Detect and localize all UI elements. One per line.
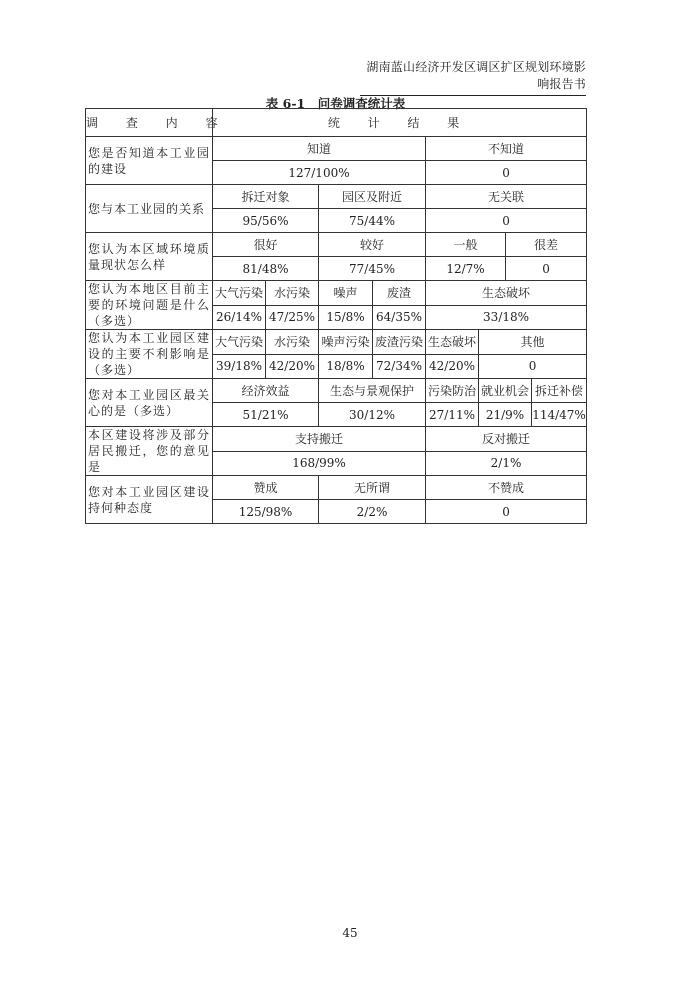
- value-cell: 0: [426, 161, 587, 185]
- value-cell: 0: [426, 500, 587, 524]
- value-cell: 127/100%: [213, 161, 426, 185]
- table-row-options: [86, 330, 587, 355]
- table-row-options: [86, 233, 587, 257]
- value-cell: 2/2%: [319, 500, 426, 524]
- value-cell: 42/20%: [266, 354, 319, 379]
- option-cell: 大气污染: [213, 330, 266, 355]
- option-cell: 很好: [213, 233, 319, 257]
- option-cell: 知道: [213, 137, 426, 161]
- question-cell: 本区建设将涉及部分居民搬迁，您的意见是: [86, 427, 213, 476]
- option-cell: 支持搬迁: [213, 427, 426, 452]
- table-row-options: [86, 427, 587, 452]
- value-cell: 72/34%: [373, 354, 426, 379]
- value-cell: 27/11%: [426, 403, 479, 427]
- option-cell: 不赞成: [426, 476, 587, 500]
- option-cell: 反对搬迁: [426, 427, 587, 452]
- table-row-options: [86, 137, 587, 161]
- value-cell: 2/1%: [426, 451, 587, 476]
- col-header-results: 统 计 结 果: [213, 109, 587, 137]
- option-cell: 园区及附近: [319, 185, 426, 209]
- question-cell: 您认为本工业园区建设的主要不利影响是（多选）: [86, 330, 213, 379]
- table-row-options: [86, 379, 587, 403]
- value-cell: 30/12%: [319, 403, 426, 427]
- option-cell: 经济效益: [213, 379, 319, 403]
- value-cell: 114/47%: [532, 403, 587, 427]
- value-cell: 75/44%: [319, 209, 426, 233]
- option-cell: 生态破坏: [426, 330, 479, 355]
- option-cell: 生态破坏: [426, 281, 587, 306]
- option-cell: 无所谓: [319, 476, 426, 500]
- option-cell: 水污染: [266, 330, 319, 355]
- value-cell: 125/98%: [213, 500, 319, 524]
- table-caption: 表 6-1 问卷调查统计表: [265, 96, 406, 111]
- option-cell: 生态与景观保护: [319, 379, 426, 403]
- question-cell: 您对本工业园区建设持何种态度: [86, 476, 213, 524]
- question-cell: 您对本工业园区最关心的是（多选）: [86, 379, 213, 427]
- col-header-content: 调 查 内 容: [86, 109, 213, 137]
- value-cell: 51/21%: [213, 403, 319, 427]
- table-row-options: [86, 185, 587, 209]
- survey-table: [85, 108, 587, 524]
- table-row-options: [86, 281, 587, 306]
- value-cell: 0: [426, 209, 587, 233]
- value-cell: 0: [506, 257, 587, 281]
- option-cell: 无关联: [426, 185, 587, 209]
- table-header-row: [86, 109, 587, 137]
- option-cell: 很差: [506, 233, 587, 257]
- option-cell: 污染防治: [426, 379, 479, 403]
- value-cell: 33/18%: [426, 305, 587, 330]
- value-cell: 18/8%: [319, 354, 373, 379]
- option-cell: 较好: [319, 233, 426, 257]
- option-cell: 噪声污染: [319, 330, 373, 355]
- option-cell: 拆迁补偿: [532, 379, 587, 403]
- value-cell: 64/35%: [373, 305, 426, 330]
- value-cell: 26/14%: [213, 305, 266, 330]
- option-cell: 一般: [426, 233, 506, 257]
- option-cell: 废渣: [373, 281, 426, 306]
- question-cell: 您是否知道本工业园的建设: [86, 137, 213, 185]
- option-cell: 水污染: [266, 281, 319, 306]
- value-cell: 21/9%: [479, 403, 532, 427]
- value-cell: 42/20%: [426, 354, 479, 379]
- table-row-options: [86, 476, 587, 500]
- value-cell: 15/8%: [319, 305, 373, 330]
- value-cell: 12/7%: [426, 257, 506, 281]
- value-cell: 77/45%: [319, 257, 426, 281]
- option-cell: 赞成: [213, 476, 319, 500]
- option-cell: 就业机会: [479, 379, 532, 403]
- question-cell: 您认为本地区目前主要的环境问题是什么（多选）: [86, 281, 213, 330]
- value-cell: 39/18%: [213, 354, 266, 379]
- value-cell: 47/25%: [266, 305, 319, 330]
- option-cell: 废渣污染: [373, 330, 426, 355]
- value-cell: 168/99%: [213, 451, 426, 476]
- question-cell: 您认为本区域环境质量现状怎么样: [86, 233, 213, 281]
- option-cell: 噪声: [319, 281, 373, 306]
- option-cell: 不知道: [426, 137, 587, 161]
- value-cell: 81/48%: [213, 257, 319, 281]
- option-cell: 大气污染: [213, 281, 266, 306]
- page-number: 45: [342, 926, 358, 940]
- option-cell: 其他: [479, 330, 587, 355]
- value-cell: 95/56%: [213, 209, 319, 233]
- question-cell: 您与本工业园的关系: [86, 185, 213, 233]
- option-cell: 拆迁对象: [213, 185, 319, 209]
- value-cell: 0: [479, 354, 587, 379]
- running-header: 湖南蓝山经济开发区调区扩区规划环境影响报告书: [360, 58, 586, 96]
